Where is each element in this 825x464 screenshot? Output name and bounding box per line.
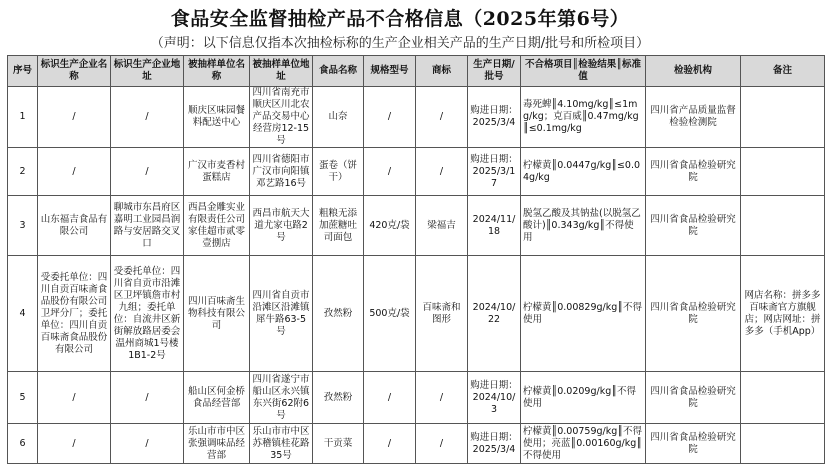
cell-date: 购进日期：2025/3/4 xyxy=(468,424,521,464)
cell-food: 孜然粉 xyxy=(313,372,364,424)
cell-spec: / xyxy=(364,372,416,424)
cell-no: 2 xyxy=(8,148,38,196)
cell-producer-address: / xyxy=(111,372,184,424)
cell-sampled-address: 乐山市市中区苏稽镇桂花路35号 xyxy=(250,424,313,464)
cell-lab: 四川省食品检验研究院 xyxy=(646,424,741,464)
cell-producer-name: 山东福吉食品有限公司 xyxy=(38,196,111,256)
cell-food: 干贡菜 xyxy=(313,424,364,464)
header-producer-name: 标识生产企业名称 xyxy=(38,56,111,87)
cell-sampled-unit: 四川百味斋生物科技有限公司 xyxy=(184,256,250,372)
cell-sampled-unit: 西昌金雕实业有限责任公司家佳超市贰零壹捌店 xyxy=(184,196,250,256)
header-sampled-unit: 被抽样单位名称 xyxy=(184,56,250,87)
cell-sampled-unit: 顺庆区味园餐料配送中心 xyxy=(184,87,250,148)
cell-result: 柠檬黄║0.0209g/kg║不得使用 xyxy=(521,372,646,424)
cell-brand: 梁福吉 xyxy=(416,196,468,256)
cell-producer-address: / xyxy=(111,424,184,464)
cell-food: 粗粮无添加蔗糖吐司面包 xyxy=(313,196,364,256)
header-brand: 商标 xyxy=(416,56,468,87)
cell-date: 购进日期：2025/3/17 xyxy=(468,148,521,196)
cell-spec: / xyxy=(364,148,416,196)
cell-food: 孜然粉 xyxy=(313,256,364,372)
header-sampled-address: 被抽样单位地址 xyxy=(250,56,313,87)
cell-no: 1 xyxy=(8,87,38,148)
header-spec: 规格型号 xyxy=(364,56,416,87)
table-row xyxy=(8,256,825,372)
cell-result: 柠檬黄║0.00759g/kg║不得使用；亮蓝║0.00160g/kg║不得使用 xyxy=(521,424,646,464)
cell-producer-address: / xyxy=(111,87,184,148)
cell-brand: / xyxy=(416,372,468,424)
cell-lab: 四川省食品检验研究院 xyxy=(646,372,741,424)
cell-spec: / xyxy=(364,424,416,464)
cell-result: 脱氢乙酸及其钠盐(以脱氢乙酸计)║0.343g/kg║不得使用 xyxy=(521,196,646,256)
cell-result: 毒死蜱║4.10mg/kg║≤1mg/kg；克百威║0.47mg/kg║≤0.1mg/kg xyxy=(521,87,646,148)
cell-spec: 420克/袋 xyxy=(364,196,416,256)
table-row xyxy=(8,148,825,196)
cell-producer-address: / xyxy=(111,148,184,196)
cell-no: 3 xyxy=(8,196,38,256)
cell-no: 5 xyxy=(8,372,38,424)
cell-date: 2024/10/22 xyxy=(468,256,521,372)
header-date: 生产日期/批号 xyxy=(468,56,521,87)
cell-sampled-address: 四川省南充市顺庆区川北农产品交易中心经营房12-15号 xyxy=(250,87,313,148)
header-note: 备注 xyxy=(741,56,825,87)
cell-no: 4 xyxy=(8,256,38,372)
cell-result: 柠檬黄║0.0447g/kg║≤0.04g/kg xyxy=(521,148,646,196)
cell-producer-name: / xyxy=(38,424,111,464)
cell-lab: 四川省食品检验研究院 xyxy=(646,148,741,196)
cell-producer-name: / xyxy=(38,148,111,196)
cell-sampled-unit: 乐山市市中区张强调味品经营部 xyxy=(184,424,250,464)
cell-note xyxy=(741,372,825,424)
cell-note xyxy=(741,196,825,256)
cell-note xyxy=(741,424,825,464)
cell-sampled-unit: 船山区何金桥食品经营部 xyxy=(184,372,250,424)
statement: （声明：以下信息仅指本次抽检标称的生产企业相关产品的生产日期/批号和所检项目） xyxy=(150,36,650,51)
cell-lab: 四川省食品检验研究院 xyxy=(646,256,741,372)
cell-sampled-address: 四川省遂宁市船山区永兴镇东兴街62附6号 xyxy=(250,372,313,424)
table-row xyxy=(8,196,825,256)
header-lab: 检验机构 xyxy=(646,56,741,87)
cell-sampled-address: 四川省自贡市沿滩区沿滩镇犀牛路63-5号 xyxy=(250,256,313,372)
cell-producer-name: 受委托单位：四川自贡百味斋食品股份有限公司卫坪分厂；委托单位：四川自贡百味斋食品股份有限公司 xyxy=(38,256,111,372)
cell-food: 蛋卷（饼干） xyxy=(313,148,364,196)
cell-lab: 四川省产品质量监督检验检测院 xyxy=(646,87,741,148)
cell-result: 柠檬黄║0.00829g/kg║不得使用 xyxy=(521,256,646,372)
cell-brand: / xyxy=(416,148,468,196)
header-no: 序号 xyxy=(8,56,38,87)
cell-date: 购进日期：2024/10/3 xyxy=(468,372,521,424)
cell-brand: / xyxy=(416,87,468,148)
cell-note: 网店名称：拼多多百味斋官方旗舰店；网店网址：拼多多（手机App） xyxy=(741,256,825,372)
page-title: 食品安全监督抽检产品不合格信息（2025年第6号） xyxy=(170,8,630,30)
cell-food: 山奈 xyxy=(313,87,364,148)
table-header-row xyxy=(8,56,825,87)
header-producer-address: 标识生产企业地址 xyxy=(111,56,184,87)
cell-spec: 500克/袋 xyxy=(364,256,416,372)
table-row xyxy=(8,424,825,464)
cell-producer-address: 聊城市东昌府区嘉明工业园昌润路与安居路交叉口 xyxy=(111,196,184,256)
cell-sampled-address: 四川省德阳市广汉市向阳镇邓艺路16号 xyxy=(250,148,313,196)
cell-sampled-address: 西昌市航天大道尤家屯路2号 xyxy=(250,196,313,256)
cell-producer-address: 受委托单位：四川省自贡市沿滩区卫坪镇詹市村九组；委托单位：自流井区新街解放路居委会温州商城1号楼1B1-2号 xyxy=(111,256,184,372)
cell-producer-name: / xyxy=(38,372,111,424)
cell-brand: 百味斋和图形 xyxy=(416,256,468,372)
cell-brand: / xyxy=(416,424,468,464)
cell-note xyxy=(741,148,825,196)
cell-lab: 四川省食品检验研究院 xyxy=(646,196,741,256)
table-row xyxy=(8,372,825,424)
header-result: 不合格项目║检验结果║标准值 xyxy=(521,56,646,87)
cell-no: 6 xyxy=(8,424,38,464)
nonconforming-products-table xyxy=(7,55,825,464)
cell-note xyxy=(741,87,825,148)
cell-date: 购进日期：2025/3/4 xyxy=(468,87,521,148)
table-row xyxy=(8,87,825,148)
cell-date: 2024/11/18 xyxy=(468,196,521,256)
cell-spec: / xyxy=(364,87,416,148)
cell-producer-name: / xyxy=(38,87,111,148)
cell-sampled-unit: 广汉市麦香村蛋糕店 xyxy=(184,148,250,196)
header-food: 食品名称 xyxy=(313,56,364,87)
